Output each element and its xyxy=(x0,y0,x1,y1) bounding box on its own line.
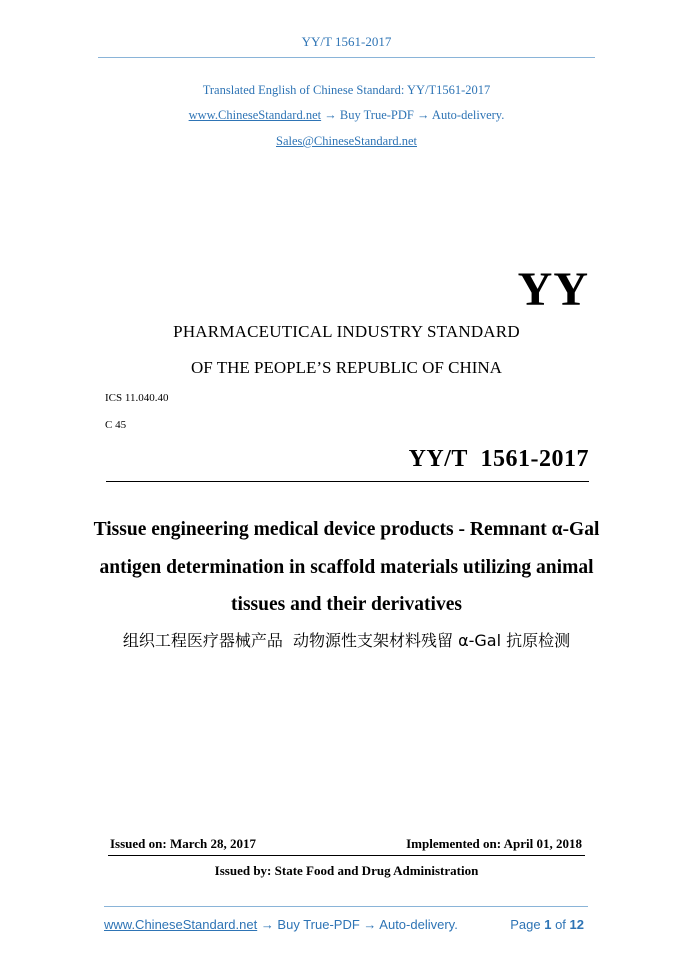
footer-purchase-line xyxy=(104,917,458,932)
purchase-line xyxy=(0,108,693,123)
footer-site-link[interactable]: www.ChineseStandard.net xyxy=(104,917,258,932)
site-link[interactable]: www.ChineseStandard.net xyxy=(188,108,322,122)
standard-type-line2: OF THE PEOPLE’S REPUBLIC OF CHINA xyxy=(191,358,502,377)
title-line-2: antigen determination in scaffold materials utilizing animal xyxy=(99,557,594,578)
issued-on-date: Issued on: March 28, 2017 xyxy=(110,836,257,851)
footer-purchase-text: → Buy True-PDF → Auto-delivery. xyxy=(257,917,458,932)
ics-code: ICS 11.040.40 xyxy=(105,392,169,404)
code-divider xyxy=(106,481,589,482)
title-line-3: tissues and their derivatives xyxy=(231,594,462,615)
page-total: 12 xyxy=(569,917,584,932)
of-label: of xyxy=(555,917,566,932)
header-divider xyxy=(98,57,595,58)
page-number: 1 xyxy=(544,917,552,932)
standard-code: YY/T 1561-2017 xyxy=(408,446,589,472)
email-line xyxy=(0,134,693,149)
implemented-on-date: Implemented on: April 01, 2018 xyxy=(406,836,582,851)
issue-divider xyxy=(108,855,585,856)
standard-mark: YY xyxy=(517,263,589,316)
page-label: Page xyxy=(510,917,541,932)
title-line-1: Tissue engineering medical device products - Remnant α-Gal xyxy=(93,519,600,540)
chinese-title: 组织工程医疗器械产品 动物源性支架材料残留 α-Gal 抗原检测 xyxy=(122,631,571,650)
translation-note: Translated English of Chinese Standard: YY/T1561-2017 xyxy=(202,83,491,97)
running-header: YY/T 1561-2017 xyxy=(301,34,392,49)
classification-code: C 45 xyxy=(105,419,127,431)
purchase-text: → Buy True-PDF → Auto-delivery. xyxy=(321,108,505,122)
standard-type-line1: PHARMACEUTICAL INDUSTRY STANDARD xyxy=(173,322,520,341)
issuing-authority: Issued by: State Food and Drug Administration xyxy=(214,863,479,878)
footer-divider xyxy=(104,906,588,907)
page-indicator xyxy=(510,917,584,932)
email-link[interactable]: Sales@ChineseStandard.net xyxy=(276,134,417,148)
